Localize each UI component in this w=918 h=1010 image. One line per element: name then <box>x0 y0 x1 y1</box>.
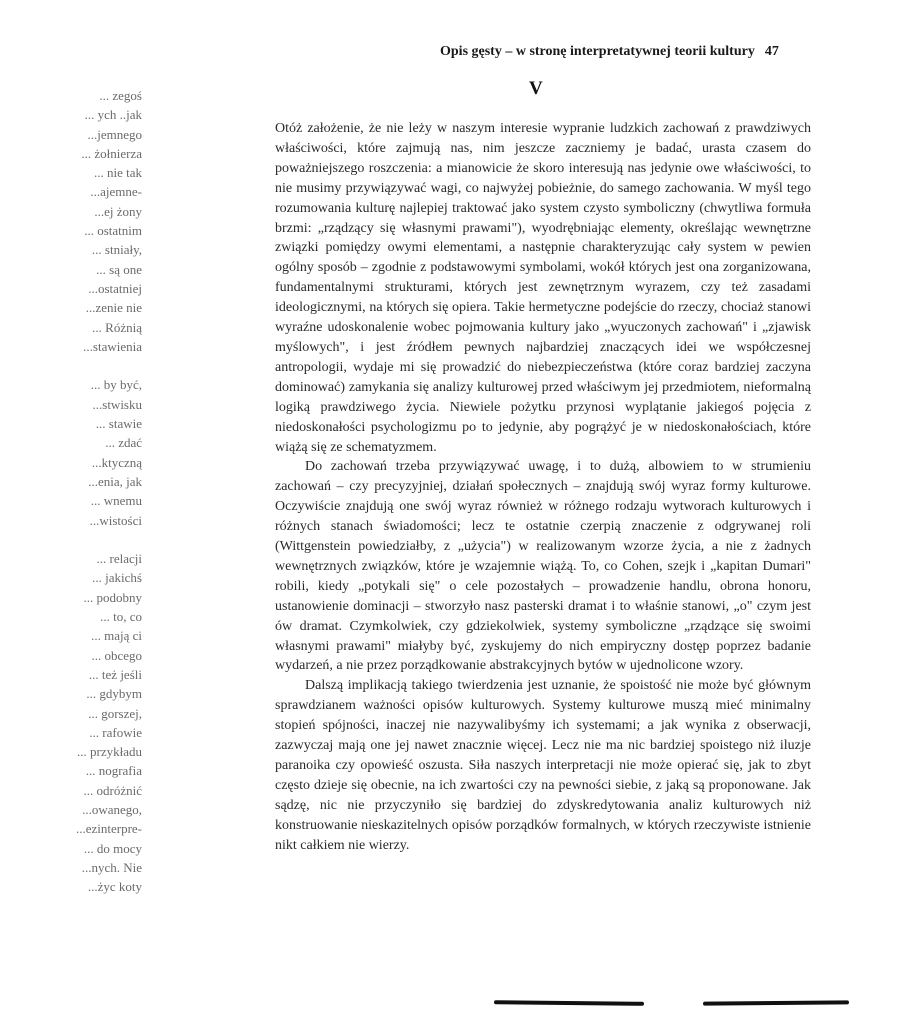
bleed-line: ...życ koty <box>87 879 142 895</box>
bleed-line: ...ktyczną <box>91 454 142 470</box>
bleed-line: ...stwisku <box>92 396 142 412</box>
bleed-line: ... zegoś <box>99 88 142 103</box>
bleed-line: ...owanego, <box>82 801 142 817</box>
bleed-line: ...nych. Nie <box>81 859 142 875</box>
bleed-line: ... gorszej, <box>88 705 142 721</box>
bleed-line: ...wistości <box>89 512 142 528</box>
bleed-line <box>30 530 142 549</box>
scan-rule-left <box>494 1000 644 1006</box>
bleed-line: ... żołnierza <box>81 145 142 161</box>
bleed-line: ... obcego <box>91 647 142 663</box>
bleed-line: ... rafowie <box>89 724 142 740</box>
bleed-line: ... odróżnić <box>83 782 142 798</box>
bleed-line: ... mają ci <box>91 628 142 644</box>
bleed-line: ... do mocy <box>83 840 142 856</box>
paragraph: Otóż założenie, że nie leży w naszym interesie wypranie ludzkich zachowań z prawdziwych właściwości, które zajmują nas, nim jeszcze zaczniemy je badać, urasta czasem do poważniejszego roszczenia: a mianowicie że skoro interesują nas jedynie owe właściwości, to nie musimy przywiązywać wagi, co najwyżej pobieżnie, do samego zachowania. W myśl tego rozumowania kulturę najlepiej traktować jako system czysto symboliczny (chwytliwa formuła brzmi: „rządzący się własnymi prawami"), wyodrębniając elementy, określając wewnętrzne związki pomiędzy owymi elementami, a następnie charakteryzując cały system w pewien ogólny sposób – zgodnie z podstawowymi symbolami, wokół których jest ona zorganizowana, fundamentalnymi strukturami, których jest zewnętrznym wyrazem, czy też zasadami ideologicznymi, na których się opiera. Takie hermetyczne podejście do rzeczy, chociaż stanowi wyraźne udoskonalenie wobec pojmowania kultury jako „wyuczonych zachowań" i „zjawisk myślowych", i jest źródłem pewnych najbardziej znaczących idei we współczesnej antropologii, wydaje mi się prowadzić do niebezpieczeństwa (które coraz bardziej zaczyna dominować) zamykania się analizy kulturowej przed właściwym jej przedmiotem, nieformalną logiką prawdziwego życia. Niewiele pożytku przynosi wyplątanie jakiegoś pojęcia z niedoskonałości psychologizmu po to jedynie, aby pogrążyć je w niedoskonałościach, które wiążą się ze schematyzmem. <box>275 121 811 455</box>
bleed-line: ... relacji <box>96 551 142 567</box>
bleed-line: ... to, co <box>100 609 142 625</box>
bleed-line: ... też jeśli <box>88 666 142 682</box>
body-text <box>275 119 811 856</box>
bleed-line: ... jakichś <box>92 570 142 586</box>
bleed-line: ... podobny <box>83 589 142 605</box>
bleed-line: ...zenie nie <box>85 300 142 316</box>
bleed-line: ... nografia <box>85 763 142 779</box>
bleed-line: ...jemnego <box>87 126 142 142</box>
bleed-line: ...ej żony <box>94 203 142 219</box>
bleed-line: ... nie tak <box>93 165 142 181</box>
bleed-line: ...enia, jak <box>88 473 142 489</box>
bleed-line: ... wnemu <box>90 493 142 509</box>
section-number: V <box>529 78 543 99</box>
bleed-line: ...ezinterpre- <box>75 821 142 837</box>
bleed-line: ...stawienia <box>83 338 142 354</box>
bleed-line <box>30 356 142 375</box>
bleed-line: ... by być, <box>90 377 142 393</box>
bleed-line: ... stawie <box>95 416 142 432</box>
bleed-line: ...ostatniej <box>88 280 142 296</box>
bleed-line: ... zdać <box>105 435 142 451</box>
bleed-line: ... gdybym <box>86 686 142 702</box>
running-head <box>440 44 812 60</box>
scan-rule-right <box>703 1000 849 1005</box>
bleed-line: ... stniały, <box>91 242 142 258</box>
paragraph: Do zachowań trzeba przywiązywać uwagę, i to dużą, albowiem to w strumieniu zachowań – czy precyzyjniej, działań społecznych – znajdują swój wyraz formy kulturowe. Oczywiście znajdują one swój wyraz również w różnego rodzaju wytworach kulturowych i różnych stanach świadomości; lecz te ostatnie czerpią znaczenie z odgrywanej roli (Wittgenstein powiedziałby, z „użycia") w realizowanym wzorze życia, a nie z żadnych wewnętrznych związków, które je wzajemnie wiążą. To, co Cohen, szejk i „kapitan Dumari" robili, kiedy „potykali się" o cele pozostałych – prowadzenie handlu, obrona honoru, ustanowienie dominacji – stworzyło nasz pasterski dramat i to właśnie stanowi, „o" czym jest ów dramat. Czymkolwiek, czy gdziekolwiek, systemy symboliczne „rządzące się swoimi własnymi prawami" miałyby być, zyskujemy do nich empiryczny dostęp poprzez badanie wydarzeń, a nie przez porządkowanie abstrakcyjnych bytów w ujednolicone wzory. <box>275 459 811 674</box>
bleed-line: ... ostatnim <box>84 223 142 239</box>
facing-page-bleed <box>30 86 142 896</box>
bleed-line: ... są one <box>96 261 142 277</box>
bleed-line: ...ajemne- <box>90 184 142 200</box>
bleed-line: ... ych ..jak <box>84 107 142 123</box>
running-title: Opis gęsty – w stronę interpretatywnej teorii kultury <box>440 44 755 59</box>
page-number: 47 <box>764 44 779 59</box>
bleed-line: ... Różnią <box>92 319 142 335</box>
bleed-line: ... przykładu <box>77 744 142 760</box>
paragraph: Dalszą implikacją takiego twierdzenia jest uznanie, że spoistość nie może być głównym sprawdzianem ważności opisów kulturowych. Systemy kulturowe muszą mieć minimalny stopień spójności, inaczej nie nazywalibyśmy ich systemami; a jak wynika z obserwacji, zazwyczaj mają one jej nawet znacznie więcej. Lecz nie ma nic bardziej spoistego niż iluzje paranoika czy opowieść oszusta. Siła naszych interpretacji nie może opierać się, jak to zbyt często dzieje się obecnie, na ich zwartości czy na pewności siebie, z jaką są proponowane. Jak sądzę, nic nie przyczyniło się bardziej do zdyskredytowania analiz kulturowych niż konstruowanie nieskazitelnych opisów porządków formalnych, w których rzeczywiste istnienie nikt całkiem nie wierzy. <box>275 678 811 853</box>
